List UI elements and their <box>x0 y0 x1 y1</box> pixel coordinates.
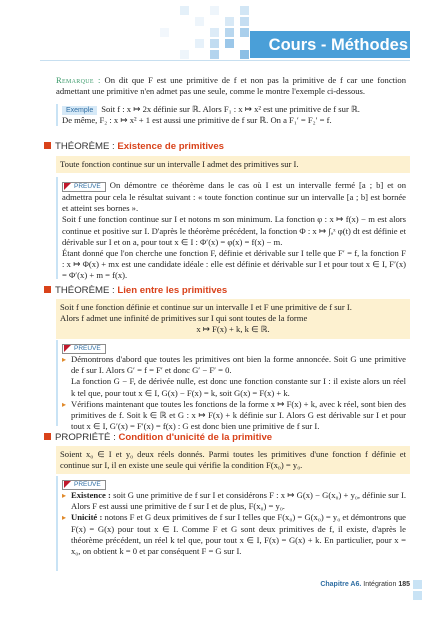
page-title: Cours - Méthodes <box>268 36 408 54</box>
proof-lien <box>56 342 406 432</box>
footer-section: Intégration <box>363 581 397 588</box>
footer-chapter: Chapitre A6. <box>320 581 362 588</box>
theorem-formula: x ↦ F(x) + k, k ∈ ℝ. <box>196 324 270 335</box>
section-heading-unicite <box>44 432 272 444</box>
proof-tag: PREUVE <box>62 344 106 354</box>
header-decoration <box>140 6 252 68</box>
section-square-icon <box>44 433 51 440</box>
property-box <box>56 446 410 474</box>
bullet-text: soit G une primitive de f sur I et considérons F : x ↦ G(x) − G(x₀) + y₀, définie sur I. Alors F est aussi une primitive de f sur I et de plus, F(x₀) = y₀. <box>71 490 406 512</box>
section-kind: THÉORÈME : <box>55 141 115 152</box>
footer-decoration <box>413 591 422 600</box>
theorem-s1: Soit f une fonction définie et continue sur un intervalle I et F une primitive de f sur I. <box>60 302 352 312</box>
proof-bullet-unicite <box>62 512 406 557</box>
property-statement: Soient x₀ ∈ I et y₀ deux réels donnés. Parmi toutes les primitives d'une fonction f définie et continue sur I, il en existe une seule qui vérifie la condition F(x₀) = y₀. <box>60 449 406 471</box>
section-kind: THÉORÈME : <box>55 285 115 296</box>
proof-p2: Soit f une fonction continue sur I et notons m son minimum. La fonction φ : x ↦ f(x) − m est alors continue et positive sur I. D'après le théorème précédent, la fonction Φ : x ↦ ∫ₐˣ φ(t) dt est définie et dérivable sur I et on a, pour tout x ∈ I : Φ′(x) = φ(x) = f(x) − m. <box>62 214 406 247</box>
remark-paragraph <box>56 75 406 97</box>
example-line-2: De même, F₂ : x ↦ x² + 1 est aussi une primitive de f sur ℝ. On a F₁′ = F₂′ = f. <box>62 115 332 126</box>
remark-text: On dit que F est une primitive de f et non pas la primitive de f car une fonction admettant une primitive n'en admet pas une seule, comme le montre l'exemple ci-dessous. <box>56 75 407 97</box>
example-box <box>56 104 412 126</box>
proof-tag: PREUVE <box>62 480 106 490</box>
section-title: Existence de primitives <box>117 141 225 152</box>
page-footer <box>280 580 410 590</box>
example-line-1: Soit f : x ↦ 2x définie sur ℝ. Alors F₁ : x ↦ x² est une primitive de f sur ℝ. <box>101 104 360 114</box>
theorem-box-existence <box>56 156 410 173</box>
proof-p1: On démontre ce théorème dans le cas où I est un intervalle fermé [a ; b] et on admettra pour cela le résultat suivant : « toute fonction continue sur un intervalle [a ; b] est bornée et atteint ses bornes ». <box>62 180 406 214</box>
proof-p3: Étant donné que l'on cherche une fonction F, définie et dérivable sur I telle que F′ = f, la fonction F : x ↦ Φ(x) + mx est une candidate idéale : elle est définie et dérivable sur I et pour tout x ∈ I, F′(x) = Φ′(x) + m = f(x). <box>62 248 406 281</box>
bullet-text: notons F et G deux primitives de f sur I telles que F(x₀) = G(x₀) = y₀ et démontrons que F(x) = G(x) pour tout x ∈ I. Comme F et G sont deux primitives de f, il existe, d'après le théorème précédent, un réel k tel que, pour tout x ∈ I, F(x) = G(x) + k. En particulier, pour x = x₀, on obtient k = 0 et par conséquent F = G sur I. <box>71 512 406 557</box>
section-title: Condition d'unicité de la primitive <box>118 432 273 443</box>
section-kind: PROPRIÉTÉ : <box>55 432 116 443</box>
footer-decoration <box>413 580 422 589</box>
proof-unicite <box>56 478 406 557</box>
theorem-s2: Alors f admet une infinité de primitives sur I qui sont toutes de la forme <box>60 313 308 324</box>
proof-bullet-1b: La fonction G − F, de dérivée nulle, est donc une fonction constante sur I : il existe alors un réel k tel que, pour tout x ∈ I, G(x) − F(x) = k, soit G(x) = F(x) + k. <box>71 376 406 398</box>
remark-label: Remarque : <box>56 75 101 85</box>
proof-existence <box>56 180 406 282</box>
section-title: Lien entre les primitives <box>117 285 228 296</box>
example-tag: Exemple <box>62 106 97 115</box>
page-number: 185 <box>398 581 410 588</box>
proof-bullet-2 <box>62 399 406 433</box>
proof-tag: PREUVE <box>62 182 106 192</box>
header-divider <box>40 60 410 61</box>
section-square-icon <box>44 286 51 293</box>
proof-bullet-existence <box>62 490 406 512</box>
proof-bullet-1-text: Démontrons d'abord que toutes les primitives ont bien la forme annoncée. Soit G une primitive de f sur I. Alors G′ = f = F′ et donc G′ − F′ = 0. <box>71 354 406 376</box>
section-heading-lien <box>44 285 227 297</box>
proof-bullet-2-text: Vérifions maintenant que toutes les fonctions de la forme x ↦ F(x) + k, avec k réel, sont bien des primitives de f. Soit k ∈ ℝ et G : x ↦ F(x) + k définie sur I. Alors G est dérivable sur I et pour tout x ∈ I, G′(x) = F′(x) = f(x) : G est donc bien une primitive de f sur I. <box>71 398 406 432</box>
proof-bullet-1 <box>62 354 406 376</box>
section-square-icon <box>44 142 51 149</box>
theorem-statement: Toute fonction continue sur un intervalle I admet des primitives sur I. <box>60 159 299 169</box>
bullet-label: Unicité : <box>71 512 103 523</box>
bullet-label: Existence : <box>71 490 111 500</box>
theorem-box-lien <box>56 299 410 339</box>
section-heading-existence <box>44 141 224 153</box>
